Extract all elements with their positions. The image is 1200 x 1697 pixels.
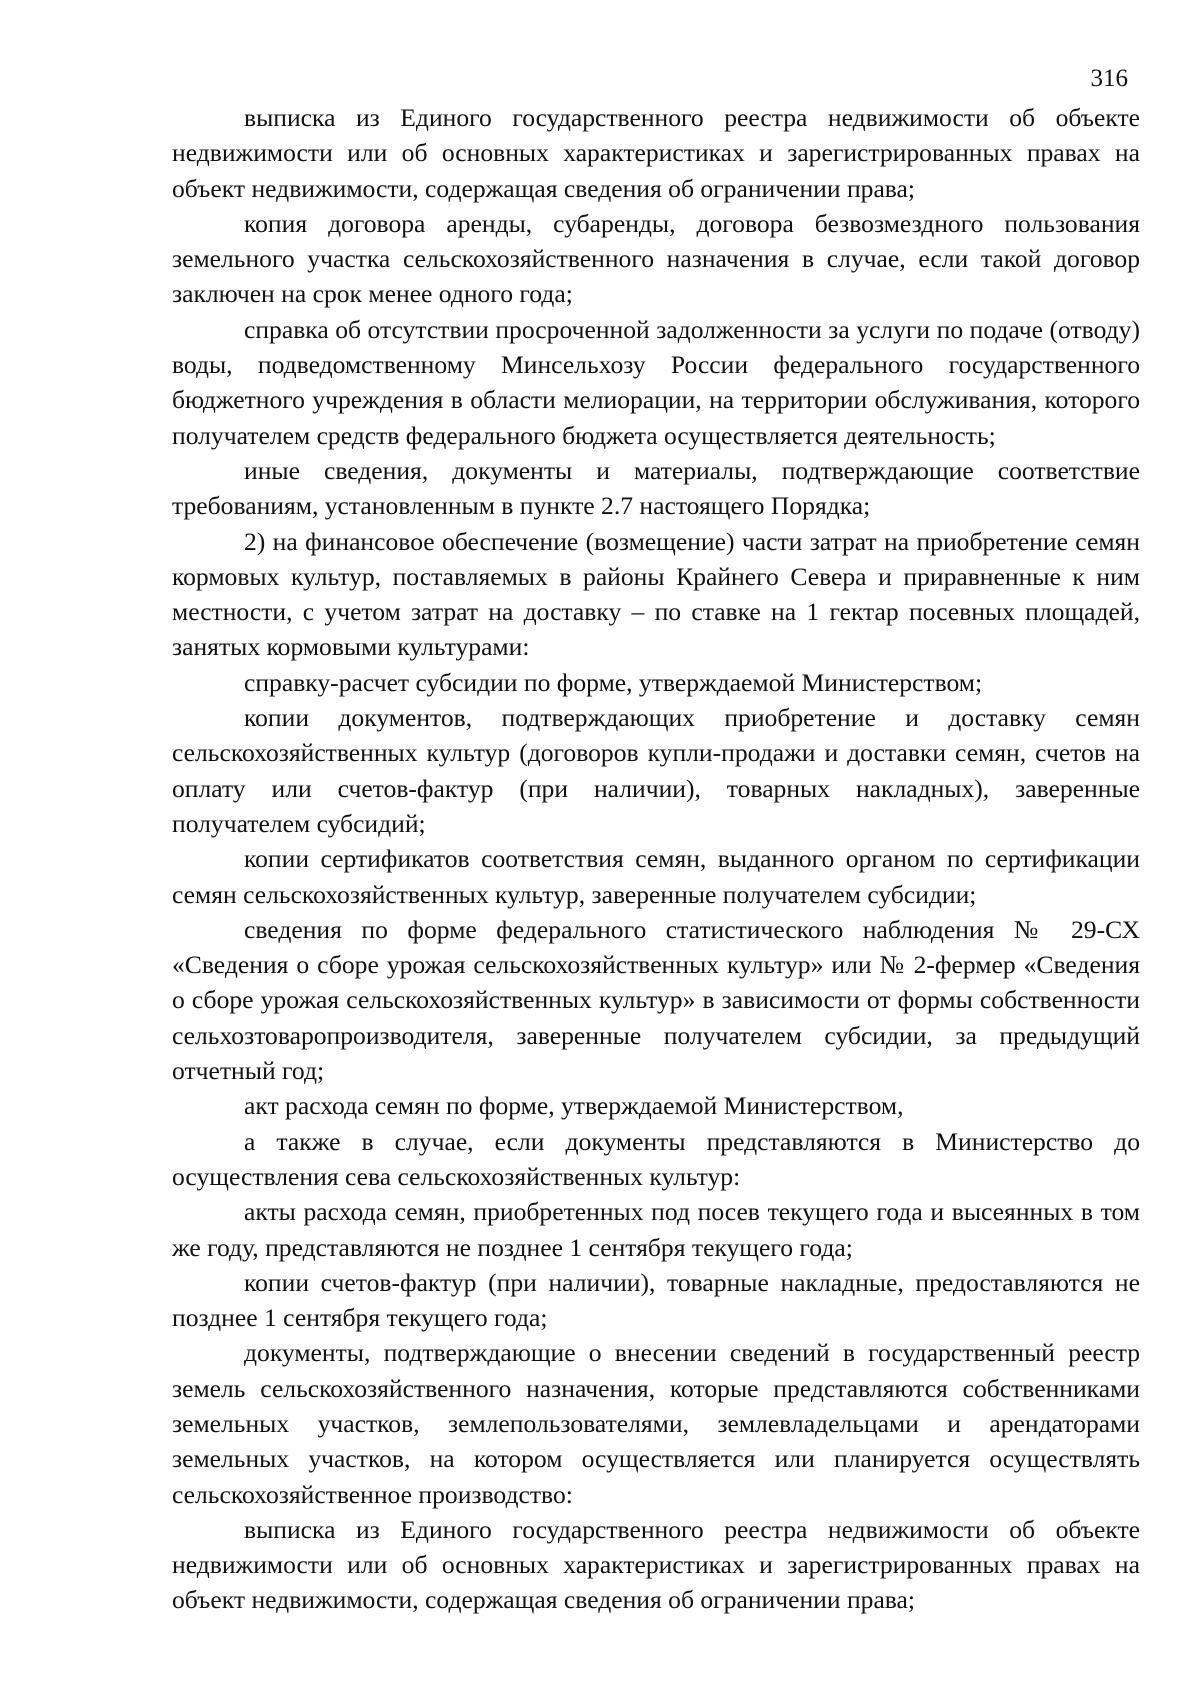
paragraph: а также в случае, если документы представляются в Министерство до осуществления сева сельскохозяйственных культур: xyxy=(172,1126,1140,1191)
paragraph: акты расхода семян, приобретенных под посев текущего года и высеянных в том же году, представляются не позднее 1 сентября текущего года; xyxy=(172,1197,1140,1262)
paragraph: копии документов, подтверждающих приобретение и доставку семян сельскохозяйственных культур (договоров купли-продажи и доставки семян, счетов на оплату или счетов-фактур (при наличии), товарных накладных), заверенные получателем субсидий; xyxy=(172,703,1140,838)
paragraph: копии сертификатов соответствия семян, выданного органом по сертификации семян сельскохозяйственных культур, заверенные получателем субсидии; xyxy=(172,844,1140,909)
paragraph: справку-расчет субсидии по форме, утверждаемой Министерством; xyxy=(244,667,983,697)
paragraph: акт расхода семян по форме, утверждаемой Министерством, xyxy=(244,1091,904,1121)
paragraph: документы, подтверждающие о внесении сведений в государственный реестр земель сельскохозяйственного назначения, которые представляются собственниками земельных участков, землепользователями, землевладельцами и арендаторами земельных участков, на котором осуществляется или планируется осуществлять сельскохозяйственное производство: xyxy=(172,1338,1140,1509)
paragraph: выписка из Единого государственного реестра недвижимости об объекте недвижимости или об основных характеристиках и зарегистрированных правах на объект недвижимости, содержащая сведения об ограничении права; xyxy=(172,103,1140,203)
document-body xyxy=(172,100,1140,1618)
paragraph: копии счетов-фактур (при наличии), товарные накладные, предоставляются не позднее 1 сентября текущего года; xyxy=(172,1267,1140,1333)
paragraph: справка об отсутствии просроченной задолженности за услуги по подаче (отводу) воды, подведомственному Минсельхозу России федерального государственного бюджетного учреждения в области мелиорации, на территории обслуживания, которого получателем средств федерального бюджета осуществляется деятельность; xyxy=(172,314,1140,450)
paragraph: выписка из Единого государственного реестра недвижимости об объекте недвижимости или об основных характеристиках и зарегистрированных правах на объект недвижимости, содержащая сведения об ограничении права; xyxy=(172,1514,1140,1615)
page-number: 316 xyxy=(1090,65,1128,92)
paragraph: иные сведения, документы и материалы, подтверждающие соответствие требованиям, установленным в пункте 2.7 настоящего Порядка; xyxy=(172,455,1140,521)
paragraph: сведения по форме федерального статистического наблюдения № 29-СХ «Сведения о сборе урожая сельскохозяйственных культур» или № 2-фермер «Сведения о сборе урожая сельскохозяйственных культур» в зависимости от формы собственности сельхозтоваропроизводителя, заверенные получателем субсидии, за предыдущий отчетный год; xyxy=(172,914,1140,1086)
paragraph: 2) на финансовое обеспечение (возмещение) части затрат на приобретение семян кормовых культур, поставляемых в районы Крайнего Севера и приравненные к ним местности, с учетом затрат на доставку – по ставке на 1 гектар посевных площадей, занятых кормовыми культурами: xyxy=(172,526,1140,662)
paragraph: копия договора аренды, субаренды, договора безвозмездного пользования земельного участка сельскохозяйственного назначения в случае, если такой договор заключен на срок менее одного года; xyxy=(172,208,1140,309)
